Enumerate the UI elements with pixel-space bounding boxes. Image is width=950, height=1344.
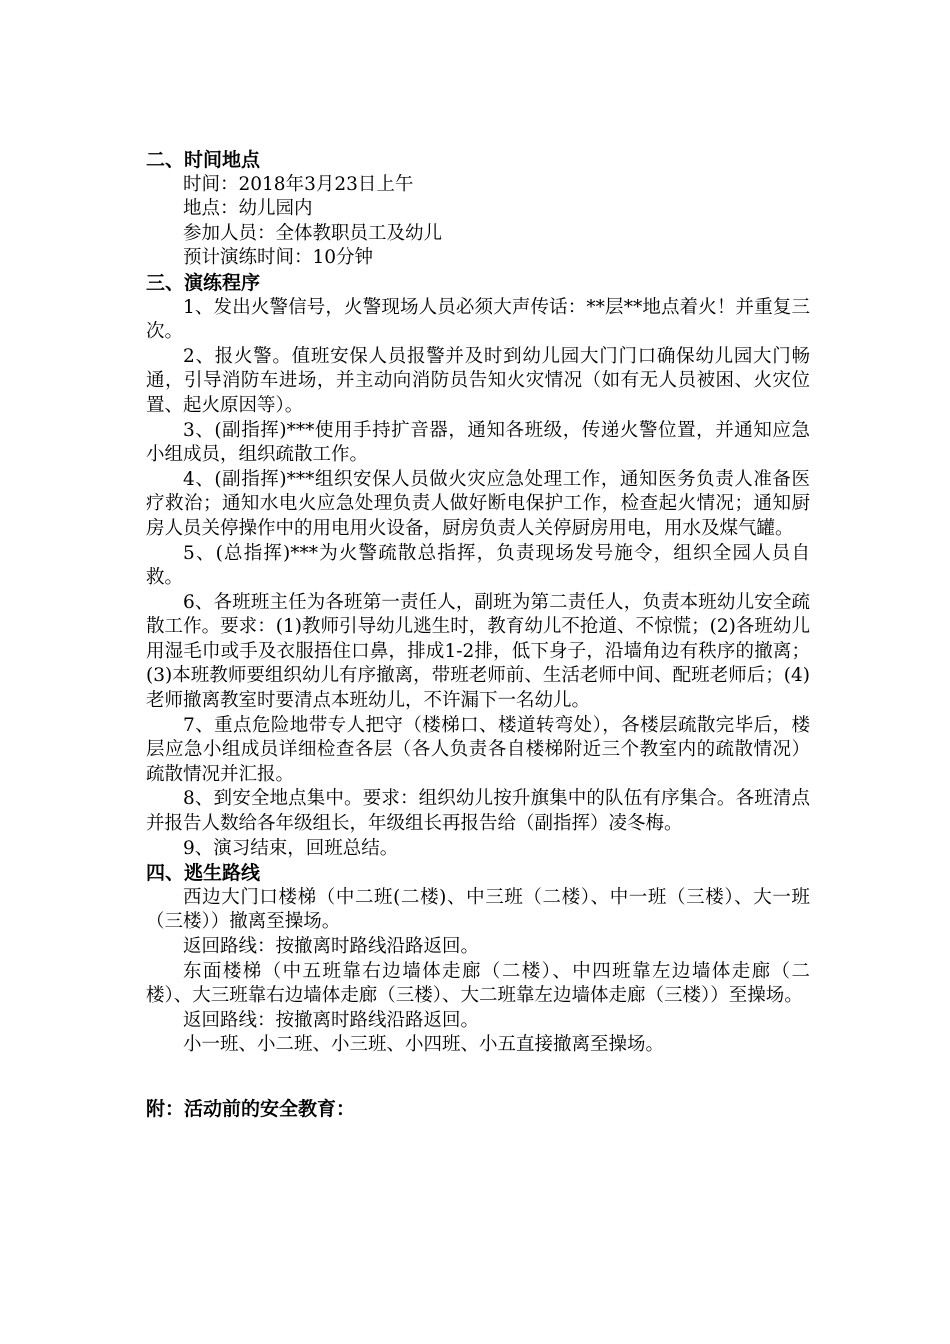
duration-line: 预计演练时间：10分钟 [183, 247, 374, 269]
procedure-step-8: 8、到安全地点集中。要求：组织幼儿按升旗集中的队伍有序集合。各班清点并报告人数给各年级组长，年级组长再报告给（副指挥）凌冬梅。 [146, 788, 810, 835]
west-return-route: 返回路线：按撤离时路线沿路返回。 [183, 936, 480, 957]
participants-line: 参加人员：全体教职员工及幼儿 [183, 222, 443, 244]
section-heading-escape-routes: 四、逃生路线 [146, 862, 261, 885]
procedure-step-6: 6、各班班主任为各班第一责任人，副班为第二责任人，负责本班幼儿安全疏散工作。要求：(1)教师引导幼儿逃生时，教育幼儿不抢道、不惊慌；(2)各班幼儿用湿毛巾或手及衣服捂住口鼻，排成1-2排，低下身子，沿墙角边有秩序的撤离；(3)本班教师要组织幼儿有序撤离，带班老师前、生活老师中间、配班老师后；(4)老师撤离教室时要清点本班幼儿，不许漏下一名幼儿。 [146, 591, 810, 712]
procedure-step-4: 4、(副指挥)***组织安保人员做火灾应急处理工作，通知医务负责人准备医疗救治；通知水电火应急处理负责人做好断电保护工作，检查起火情况；通知厨房人员关停操作中的用电用火设备，厨房负责人关停厨房用电，用水及煤气罐。 [146, 468, 810, 539]
procedure-step-9: 9、演习结束，回班总结。 [183, 837, 399, 859]
blank-line [146, 1058, 810, 1083]
time-line: 时间：2018年3月23日上午 [183, 173, 414, 195]
section-heading-time-place: 二、时间地点 [146, 149, 261, 171]
west-stair-route: 西边大门口楼梯（中二班(二楼)、中三班（二楼）、中一班（三楼）、大一班（三楼））撤离至操场。 [146, 886, 810, 933]
east-return-route: 返回路线：按撤离时路线沿路返回。 [183, 1009, 480, 1031]
procedure-step-1: 1、发出火警信号，火警现场人员必须大声传话：**层**地点着火！并重复三次。 [146, 296, 810, 343]
section-heading-drill-procedure: 三、演练程序 [146, 271, 261, 294]
procedure-step-5: 5、(总指挥)***为火警疏散总指挥，负责现场发号施令，组织全园人员自救。 [146, 542, 810, 589]
east-stair-route: 东面楼梯（中五班靠右边墙体走廊（二楼）、中四班靠左边墙体走廊（二楼）、大三班靠右边墙体走廊（三楼）、大二班靠左边墙体走廊（三楼））至操场。 [146, 960, 810, 1007]
small-classes-route: 小一班、小二班、小三班、小四班、小五直接撤离至操场。 [183, 1034, 665, 1056]
document-page [146, 148, 810, 1121]
procedure-step-7: 7、重点危险地带专人把守（楼梯口、楼道转弯处），各楼层疏散完毕后，楼层应急小组成员详细检查各层（各人负责各自楼梯附近三个教室内的疏散情况）疏散情况并汇报。 [146, 714, 810, 785]
appendix-heading: 附：活动前的安全教育： [146, 1097, 356, 1120]
procedure-step-3: 3、(副指挥)***使用手持扩音器，通知各班级，传递火警位置，并通知应急小组成员，组织疏散工作。 [146, 419, 810, 466]
procedure-step-2: 2、报火警。值班安保人员报警并及时到幼儿园大门门口确保幼儿园大门畅通，引导消防车进场，并主动向消防员告知火灾情况（如有无人员被困、火灾位置、起火原因等）。 [146, 345, 810, 416]
place-line: 地点：幼儿园内 [183, 198, 313, 220]
